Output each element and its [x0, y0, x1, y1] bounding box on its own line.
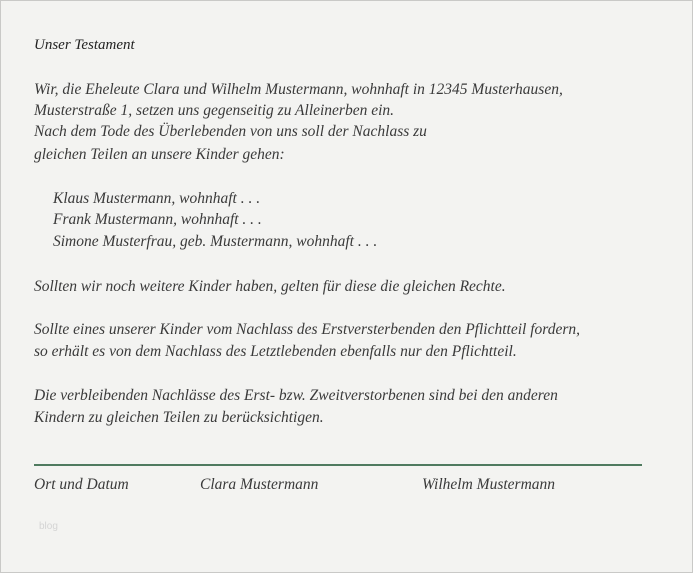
text-line: Sollte eines unserer Kinder vom Nachlass des Erstversterbenden den Pflichtteil fordern,: [34, 321, 580, 338]
text-line: Die verbleibenden Nachlässe des Erst- bzw. Zweitverstorbenen sind bei den anderen: [34, 387, 558, 404]
document-title: Unser Testament: [34, 37, 135, 53]
place-date-label: Ort und Datum: [34, 476, 129, 493]
watermark: blog: [39, 521, 58, 532]
text-line: Nach dem Tode des Überlebenden von uns soll der Nachlass zu: [34, 123, 427, 140]
signature-line: [34, 464, 642, 466]
text-line: Kindern zu gleichen Teilen zu berücksichtigen.: [34, 409, 324, 426]
child-entry: Klaus Mustermann, wohnhaft . . .: [53, 190, 261, 207]
text-line: so erhält es von dem Nachlass des Letztlebenden ebenfalls nur den Pflichtteil.: [34, 343, 517, 360]
text-line: Sollten wir noch weitere Kinder haben, gelten für diese die gleichen Rechte.: [34, 278, 506, 295]
text-line: Musterstraße 1, setzen uns gegenseitig zu Alleinerben ein.: [34, 102, 395, 119]
text-line: Wir, die Eheleute Clara und Wilhelm Mustermann, wohnhaft in 12345 Musterhausen,: [34, 81, 563, 98]
signer-wilhelm: Wilhelm Mustermann: [422, 476, 556, 493]
child-entry: Simone Musterfrau, geb. Mustermann, wohnhaft . . .: [53, 233, 378, 250]
signer-clara: Clara Mustermann: [200, 476, 319, 493]
text-line: gleichen Teilen an unsere Kinder gehen:: [34, 146, 285, 163]
child-entry: Frank Mustermann, wohnhaft . . .: [53, 211, 262, 228]
